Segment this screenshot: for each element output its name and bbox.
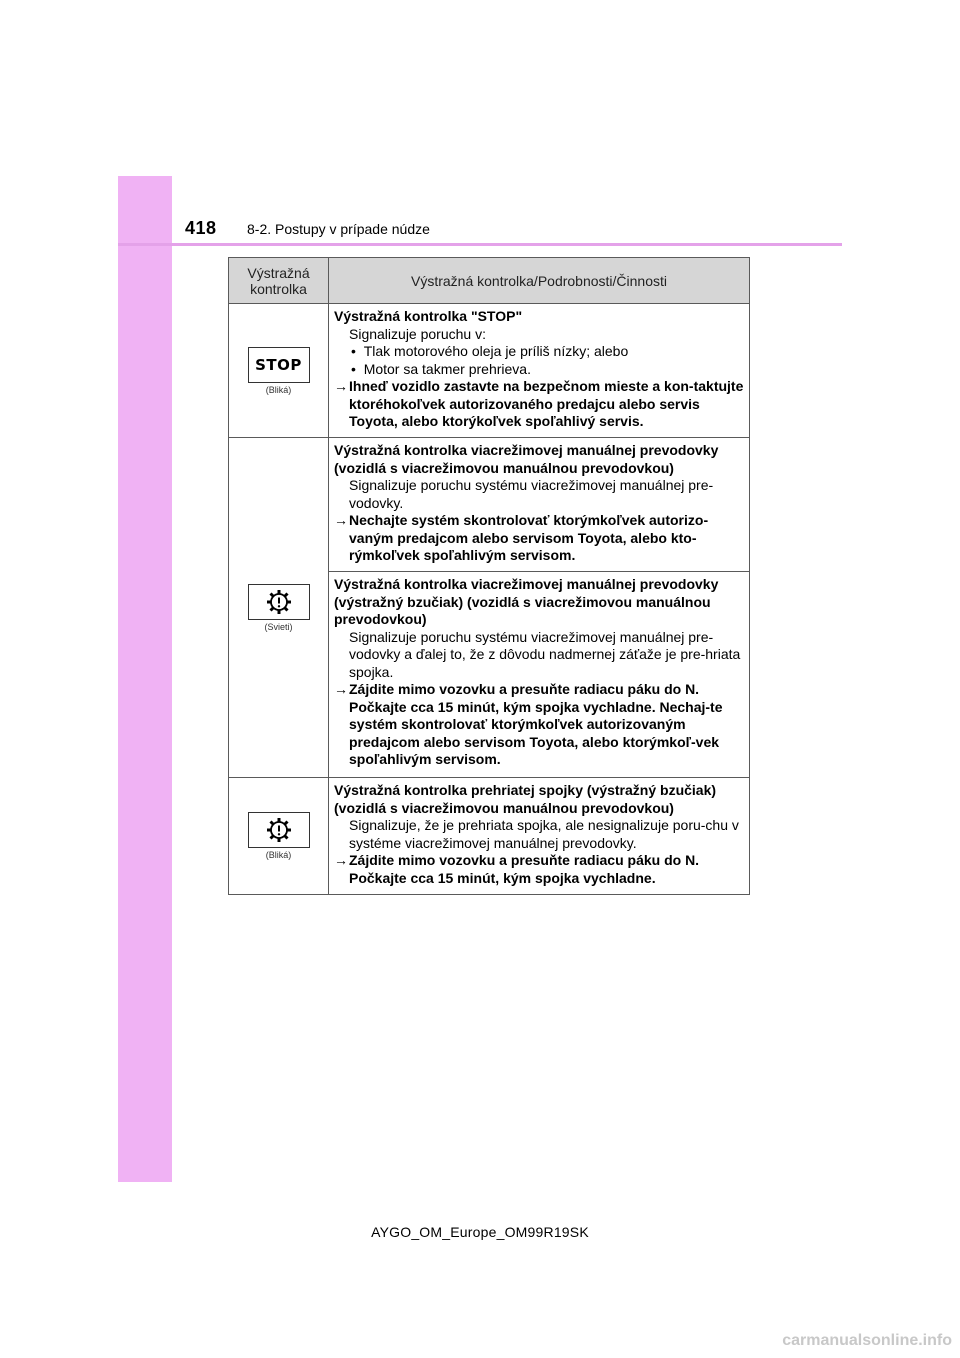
warning-title: Výstražná kontrolka prehriatej spojky (výstražný bzučiak) (vozidlá s viacrežimovou manuálnou prevodovkou) bbox=[334, 782, 717, 816]
list-item: • Motor sa takmer prehrieva. bbox=[351, 360, 531, 377]
warning-title: Výstražná kontrolka viacrežimovej manuálnej prevodovky (vozidlá s viacrežimovou manuálnou prevodovkou) bbox=[334, 442, 719, 476]
table-row bbox=[229, 778, 750, 895]
icon-caption: (Bliká) bbox=[265, 850, 292, 860]
description-cell bbox=[329, 778, 750, 895]
column-header-details: Výstražná kontrolka/Podrobnosti/Činnosti bbox=[329, 258, 750, 304]
icon-cell bbox=[229, 304, 329, 438]
icon-cell bbox=[229, 438, 329, 778]
icon-cell bbox=[229, 778, 329, 895]
gear-warning-icon bbox=[248, 584, 310, 620]
page-number: 418 bbox=[185, 218, 217, 238]
list-item: • Tlak motorového oleja je príliš nízky; alebo bbox=[351, 343, 629, 359]
warning-detail: Signalizuje poruchu systému viacrežimovej manuálnej pre-vodovky. bbox=[349, 477, 714, 511]
warning-title: Výstražná kontrolka "STOP" bbox=[334, 308, 523, 324]
warning-action: →Zájdite mimo vozovku a presuňte radiacu páku do N. Počkajte cca 15 minút, kým spojka vychladne. Nechaj-te systém skontrolovať ktorýmkoľvek autorizovaným predajcom alebo servisom Toyota, alebo ktorýmkoľ-vek spoľahlivým servisom. bbox=[334, 681, 723, 767]
section-title: 8-2. Postupy v prípade núdze bbox=[247, 221, 430, 237]
stop-icon: STOP bbox=[248, 347, 310, 383]
warning-lights-table bbox=[228, 257, 750, 895]
watermark: carmanualsonline.info bbox=[782, 1332, 952, 1349]
icon-caption: (Svieti) bbox=[264, 621, 293, 632]
table-row bbox=[229, 304, 750, 438]
chapter-side-tab bbox=[118, 176, 172, 1182]
column-header-light: Výstražná kontrolka bbox=[229, 258, 329, 304]
description-cell bbox=[329, 572, 750, 778]
warning-title: Výstražná kontrolka viacrežimovej manuálnej prevodovky (výstražný bzučiak) (vozidlá s viacrežimovou manuálnou prevodovkou) bbox=[334, 576, 719, 627]
table-row bbox=[229, 438, 750, 572]
warning-action: →Ihneď vozidlo zastavte na bezpečnom mieste a kon-taktujte ktoréhokoľvek autorizovaného predajcu alebo servis Toyota, alebo ktorýkoľvek spoľahlivý servis. bbox=[334, 378, 744, 429]
warning-detail: Signalizuje poruchu systému viacrežimovej manuálnej pre-vodovky a ďalej to, že z dôvodu nadmernej záťaže je pre-hriata spojka. bbox=[349, 628, 741, 680]
warning-detail: Signalizuje, že je prehriata spojka, ale nesignalizuje poru-chu v systéme viacrežimovej manuálnej prevodovky. bbox=[349, 817, 739, 851]
table-header-row bbox=[229, 258, 750, 304]
document-footer: AYGO_OM_Europe_OM99R19SK bbox=[371, 1224, 589, 1240]
header-rule bbox=[118, 243, 842, 246]
warning-action: →Zájdite mimo vozovku a presuňte radiacu páku do N. Počkajte cca 15 minút, kým spojka vychladne. bbox=[334, 852, 700, 886]
description-cell bbox=[329, 304, 750, 438]
warning-detail: Signalizuje poruchu v: bbox=[349, 325, 486, 342]
gear-warning-icon bbox=[248, 812, 310, 848]
description-cell bbox=[329, 438, 750, 572]
icon-caption: (Bliká) bbox=[265, 384, 292, 395]
warning-action: →Nechajte systém skontrolovať ktorýmkoľvek autorizo-vaným predajcom alebo servisom Toyota, alebo kto-rýmkoľvek spoľahlivým servisom. bbox=[334, 512, 709, 563]
